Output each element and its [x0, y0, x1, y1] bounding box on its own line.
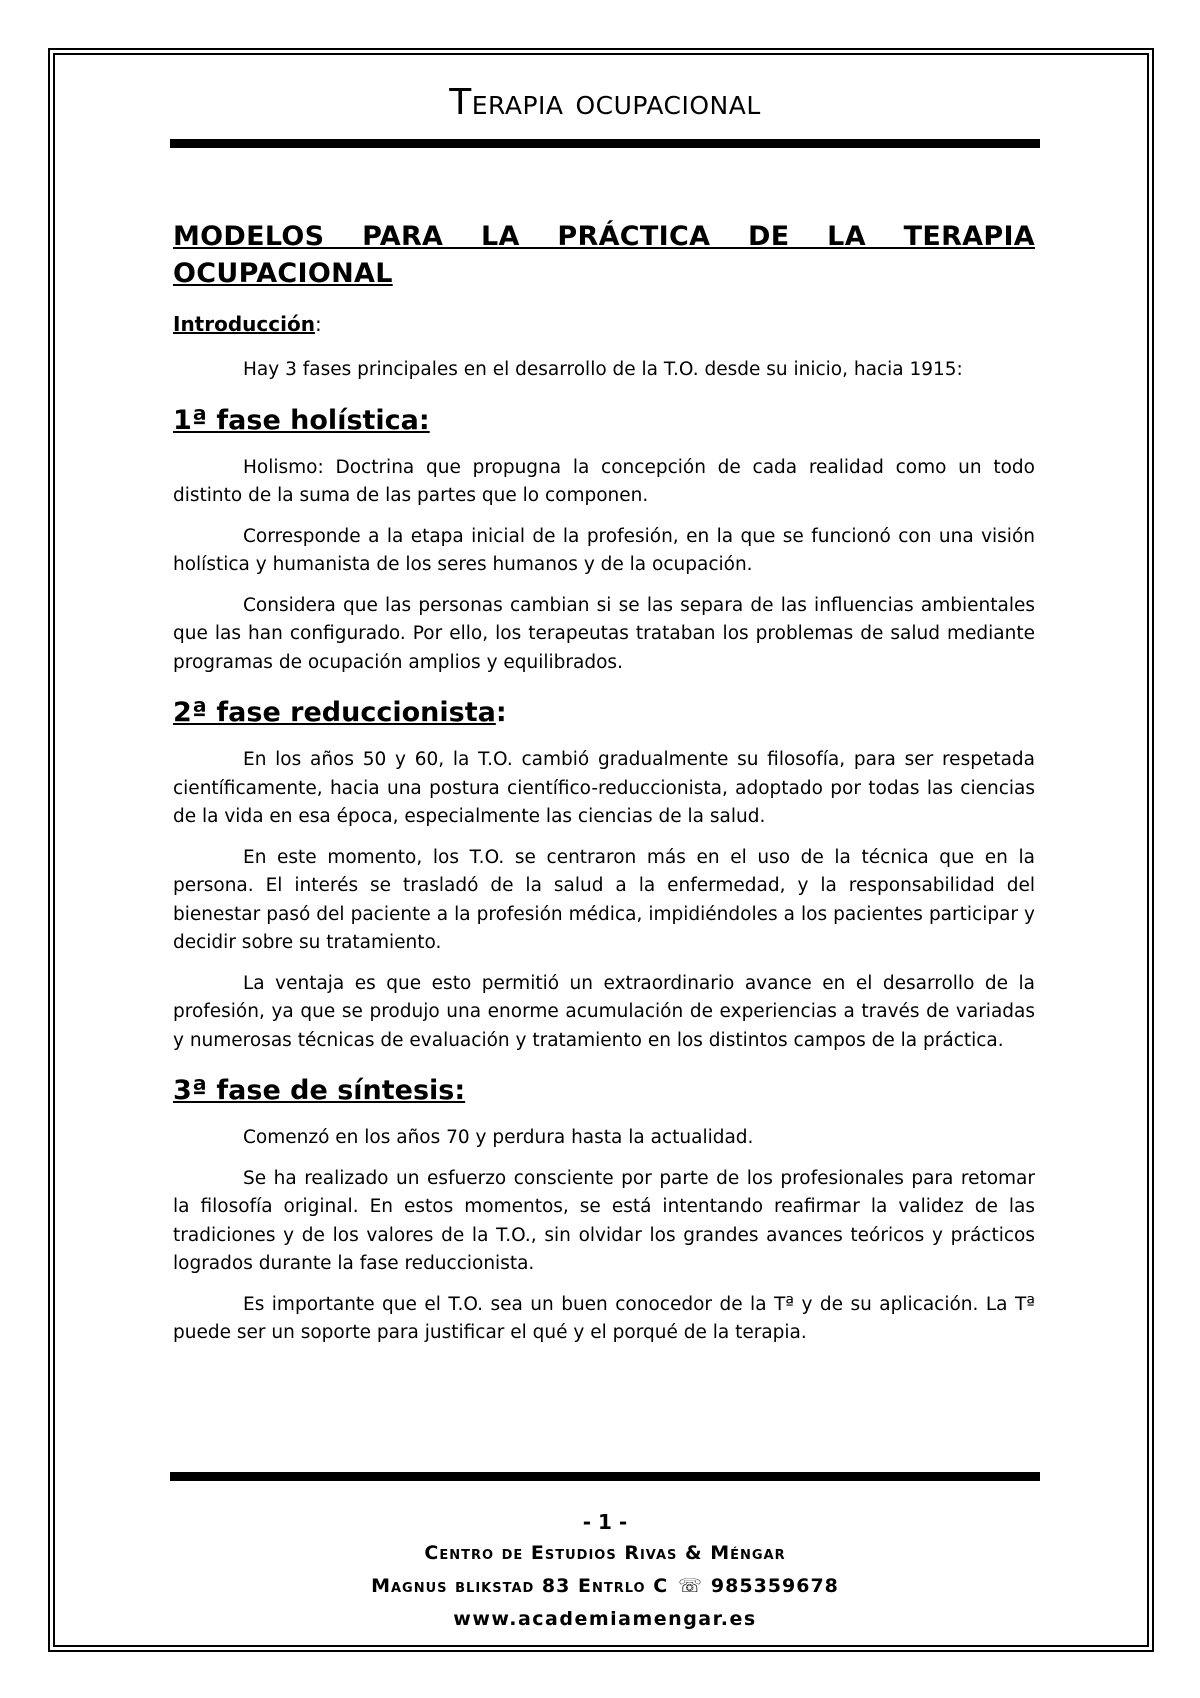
footer-center-name: Centro de Estudios Rivas & Méngar	[424, 1542, 786, 1564]
phase3-heading	[173, 1075, 1035, 1106]
phase1-paragraph-1: Holismo: Doctrina que propugna la concepción de cada realidad como un todo distinto de la suma de las partes que lo componen.	[173, 456, 1035, 506]
footer-address-line	[170, 1575, 1040, 1597]
phase3-paragraph-2: Se ha realizado un esfuerzo consciente por parte de los profesionales para retomar la filosofía original. En estos momentos, se está intentando reafirmar la validez de las tradiciones y de los valores de la T.O., sin olvidar los grandes avances teóricos y prácticos logrados durante la fase reduccionista.	[173, 1167, 1035, 1274]
footer-phone: 985359678	[710, 1575, 839, 1597]
phase2-heading	[173, 697, 1035, 728]
phase2-paragraph-1: En los años 50 y 60, la T.O. cambió gradualmente su filosofía, para ser respetada científicamente, hacia una postura científico-reduccionista, adoptado por todas las ciencias de la vida en esa época, especialmente las ciencias de la salud.	[173, 749, 1035, 827]
page-number: - 1 -	[582, 1510, 628, 1534]
intro-heading	[173, 312, 1035, 336]
footer-address: Magnus blikstad 83 Entrlo C	[371, 1575, 669, 1597]
header-title: Terapia ocupacional	[449, 82, 761, 123]
phase2-title: 2ª fase reduccionista	[173, 697, 496, 728]
main-title: MODELOS PARA LA PRÁCTICA DE LA TERAPIA OCUPACIONAL	[173, 221, 1035, 289]
phase2-paragraph-3: La ventaja es que esto permitió un extraordinario avance en el desarrollo de la profesión, ya que se produjo una enorme acumulación de experiencias a través de variadas y numerosas técnicas de evaluación y tratamiento en los distintos campos de la práctica.	[173, 972, 1035, 1051]
intro-paragraph: Hay 3 fases principales en el desarrollo de la T.O. desde su inicio, hacia 1915:	[243, 359, 963, 380]
phase3-paragraph-1: Comenzó en los años 70 y perdura hasta la actualidad.	[243, 1127, 754, 1148]
phase3-title: 3ª fase de síntesis:	[173, 1075, 466, 1106]
footer-rule	[170, 1472, 1040, 1481]
phase2-title-colon: :	[495, 697, 507, 728]
intro-label-colon: :	[314, 312, 322, 336]
intro-label: Introducción	[173, 312, 315, 336]
phase2-paragraph-2: En este momento, los T.O. se centraron más en el uso de la técnica que en la persona. El interés se trasladó de la salud a la enfermedad, y la responsabilidad del bienestar pasó del paciente a la profesión médica, impidiéndoles a los pacientes participar y decidir sobre su tratamiento.	[173, 846, 1035, 953]
phase1-heading	[173, 405, 1035, 436]
header-rule	[170, 139, 1040, 148]
phase1-title: 1ª fase holística:	[173, 404, 430, 436]
document-body	[173, 218, 1035, 1360]
phone-icon: ☏	[678, 1575, 703, 1597]
phase1-paragraph-2: Corresponde a la etapa inicial de la profesión, en la que se funcionó con una visión holística y humanista de los seres humanos y de la ocupación.	[173, 525, 1035, 575]
footer-website: www.academiamengar.es	[453, 1608, 757, 1630]
phase3-paragraph-3: Es importante que el T.O. sea un buen conocedor de la Tª y de su aplicación. La Tª puede ser un soporte para justificar el qué y el porqué de la terapia.	[173, 1293, 1035, 1343]
phase1-paragraph-3: Considera que las personas cambian si se las separa de las influencias ambientales que las han configurado. Por ello, los terapeutas trataban los problemas de salud mediante programas de ocupación amplios y equilibrados.	[173, 594, 1035, 673]
